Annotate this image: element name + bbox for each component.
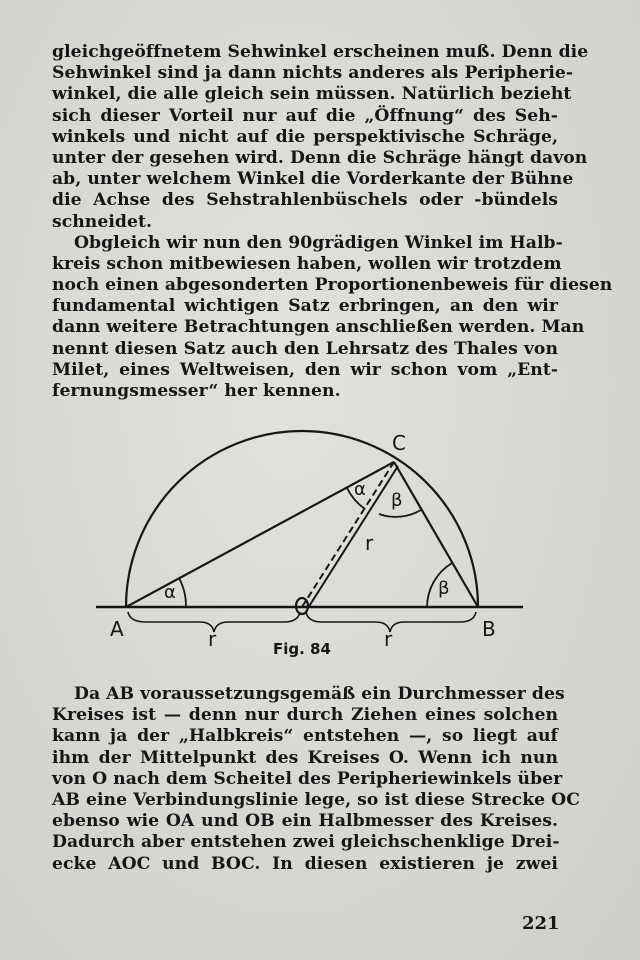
text-line: ihm der Mittelpunkt des Kreises O. Wenn ich nun bbox=[52, 747, 558, 768]
text-line: nennt diesen Satz auch den Lehrsatz des Thales von bbox=[52, 338, 558, 359]
label-r-radius: r bbox=[365, 531, 374, 555]
text-line: Sehwinkel sind ja dann nichts anderes als Peripherie- bbox=[52, 63, 574, 84]
figure-caption: Fig. 84 bbox=[273, 640, 331, 658]
text-line: Dadurch aber entstehen zwei gleichschenklige Drei- bbox=[52, 832, 560, 853]
text-line: von O nach dem Scheitel des Peripheriewinkels über bbox=[52, 768, 563, 789]
text-line: fernungsmesser“ her kennen. bbox=[52, 381, 341, 401]
label-beta-b: β bbox=[438, 578, 450, 599]
text-line: ab, unter welchem Winkel die Vorderkante der Bühne bbox=[52, 169, 574, 190]
radius-oc-dashed bbox=[302, 462, 394, 607]
side-bc bbox=[394, 462, 478, 607]
label-a: A bbox=[110, 617, 124, 641]
text-line: Milet, eines Weltweisen, den wir schon vom „Ent- bbox=[52, 359, 558, 380]
text-line: ebenso wie OA und OB ein Halbmesser des Kreises. bbox=[52, 811, 558, 832]
semicircle-arc bbox=[126, 431, 478, 607]
text-line: kreis schon mitbewiesen haben, wollen wir trotzdem bbox=[52, 253, 562, 274]
label-r-right: r bbox=[384, 627, 393, 651]
text-line: schneidet. bbox=[52, 211, 152, 232]
radius-oc-solid bbox=[308, 466, 398, 608]
angle-arc-a bbox=[179, 578, 186, 607]
text-line: winkel, die alle gleich sein müssen. Natürlich bezieht bbox=[52, 84, 572, 105]
text-line: AB eine Verbindungslinie lege, so ist diese Strecke OC bbox=[52, 789, 580, 810]
text-line: sich dieser Vorteil nur auf die „Öffnung“ des Seh- bbox=[52, 105, 558, 126]
text-line: gleichgeöffnetem Sehwinkel erscheinen muß. Denn die bbox=[52, 42, 589, 62]
text-line: unter der gesehen wird. Denn die Schräge hängt davon bbox=[52, 147, 588, 168]
label-beta-c: β bbox=[391, 490, 403, 511]
label-alpha-c: α bbox=[354, 479, 366, 500]
text-line: die Achse des Sehstrahlenbüschels oder -bündels bbox=[52, 190, 558, 211]
text-line: dann weitere Betrachtungen anschließen werden. Man bbox=[52, 317, 585, 338]
body-text-bottom bbox=[52, 684, 580, 875]
angle-arc-c-beta bbox=[379, 510, 421, 517]
text-line: fundamental wichtigen Satz erbringen, an den wir bbox=[52, 296, 558, 317]
label-b: B bbox=[482, 617, 496, 641]
text-line: kann ja der „Halbkreis“ entstehen —, so liegt auf bbox=[52, 726, 558, 747]
text-line: Da AB voraussetzungsgemäß ein Durchmesser des bbox=[74, 684, 565, 704]
label-alpha-a: α bbox=[164, 582, 176, 603]
label-c: C bbox=[392, 431, 406, 455]
text-line: Kreises ist — denn nur durch Ziehen eines solchen bbox=[52, 705, 558, 726]
label-r-left: r bbox=[208, 627, 217, 651]
page-number: 221 bbox=[522, 913, 560, 934]
text-line: noch einen abgesonderten Proportionenbeweis für diesen bbox=[52, 275, 613, 296]
text-line: ecke AOC und BOC. In diesen existieren je zwei bbox=[52, 853, 558, 874]
text-line: Obgleich wir nun den 90grädigen Winkel im Halb- bbox=[74, 232, 563, 253]
text-line: winkels und nicht auf die perspektivische Schräge, bbox=[52, 126, 558, 147]
